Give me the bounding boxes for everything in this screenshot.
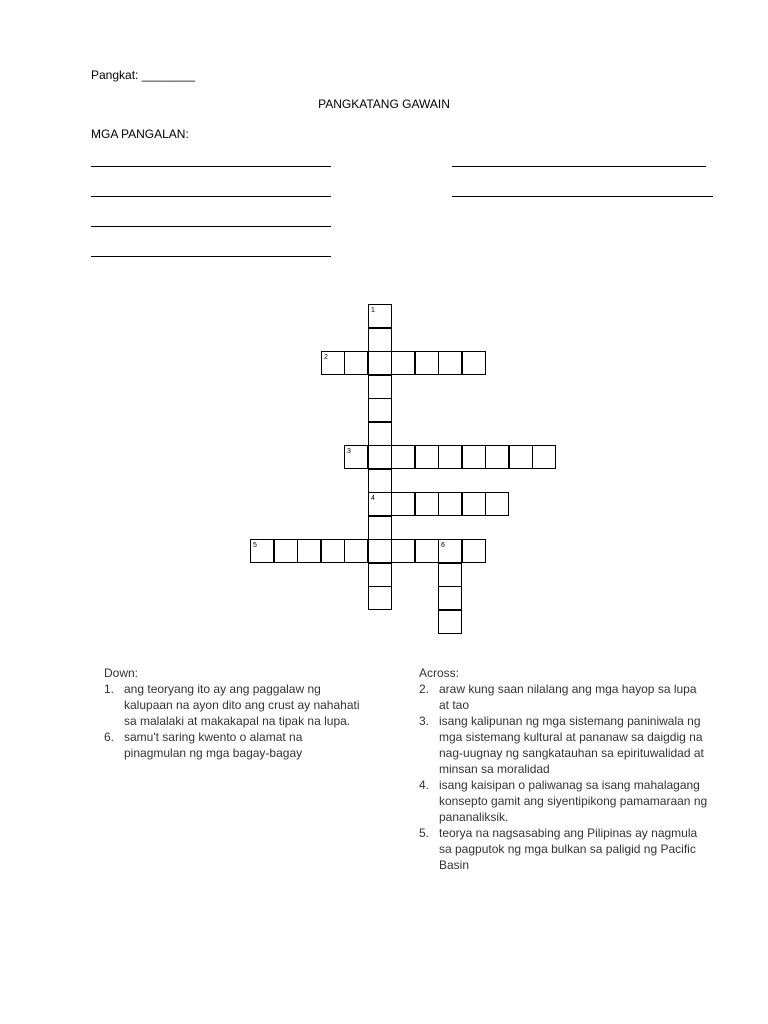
crossword-cell[interactable] xyxy=(274,539,298,563)
crossword-cell[interactable] xyxy=(368,375,392,399)
crossword-cell[interactable] xyxy=(462,539,486,563)
crossword-cell[interactable] xyxy=(415,492,439,516)
crossword-cell[interactable] xyxy=(438,563,462,587)
crossword-cell[interactable] xyxy=(368,539,392,563)
clue-number: 2 xyxy=(324,354,328,361)
crossword-cell[interactable] xyxy=(462,445,486,469)
crossword-cell[interactable] xyxy=(438,539,462,563)
clue-item: 3. isang kalipunan ng mga sistemang paniniwala ng mga sistemang kultural at pananaw sa daigdig na nag-uugnay ng sangkatauhan sa epirituwalidad at minsan sa moralidad xyxy=(419,714,704,776)
crossword-cell[interactable] xyxy=(368,563,392,587)
crossword-cell[interactable] xyxy=(368,398,392,422)
crossword-cell[interactable] xyxy=(368,304,392,328)
crossword-cell[interactable] xyxy=(485,445,509,469)
down-title: Down: xyxy=(104,666,139,680)
across-clues xyxy=(419,665,709,873)
crossword-cell[interactable] xyxy=(368,422,392,446)
clue-number: 5 xyxy=(253,542,257,549)
crossword-cell[interactable] xyxy=(438,610,462,634)
clue-item: 6. samu't saring kwento o alamat na pinagmulan ng mga bagay-bagay xyxy=(104,730,303,760)
crossword-cell[interactable] xyxy=(415,539,439,563)
crossword-cell[interactable] xyxy=(509,445,533,469)
crossword-cell[interactable] xyxy=(485,492,509,516)
crossword-cell[interactable] xyxy=(391,539,415,563)
crossword-cell[interactable] xyxy=(344,445,368,469)
crossword-cell[interactable] xyxy=(391,351,415,375)
crossword-cell[interactable] xyxy=(368,469,392,493)
crossword-cell[interactable] xyxy=(462,351,486,375)
crossword-cell[interactable] xyxy=(344,351,368,375)
across-title: Across: xyxy=(419,666,460,680)
crossword-cell[interactable] xyxy=(368,351,392,375)
clue-item: 1. ang teoryang ito ay ang paggalaw ng kalupaan na ayon dito ang crust ay nahahati sa malalaki at makakapal na tipak na lupa. xyxy=(104,682,360,728)
crossword-cell[interactable] xyxy=(391,492,415,516)
clue-item: 5. teorya na nagsasabing ang Pilipinas ay nagmula sa pagputok ng mga bulkan sa paligid ng Pacific Basin xyxy=(419,826,698,872)
crossword-cell[interactable] xyxy=(415,351,439,375)
crossword-cell[interactable] xyxy=(250,539,274,563)
crossword-cell[interactable] xyxy=(368,328,392,352)
crossword-cell[interactable] xyxy=(297,539,321,563)
crossword-cell[interactable] xyxy=(438,351,462,375)
clue-number: 3 xyxy=(347,448,351,455)
crossword-cell[interactable] xyxy=(368,516,392,540)
crossword-cell[interactable] xyxy=(368,586,392,610)
name-line[interactable] xyxy=(91,196,331,197)
crossword-cell[interactable] xyxy=(368,445,392,469)
name-line[interactable] xyxy=(452,166,706,167)
crossword-cell[interactable] xyxy=(368,492,392,516)
crossword-cell[interactable] xyxy=(321,539,345,563)
crossword-cell[interactable] xyxy=(438,492,462,516)
crossword-cell[interactable] xyxy=(532,445,556,469)
name-line[interactable] xyxy=(91,226,331,227)
clue-item: 4. isang kaisipan o paliwanag sa isang mahalagang konsepto gamit ang siyentipikong pamamaraan ng pananaliksik. xyxy=(419,778,708,824)
name-line[interactable] xyxy=(91,256,331,257)
crossword-cell[interactable] xyxy=(415,445,439,469)
name-line[interactable] xyxy=(452,196,713,197)
crossword-grid xyxy=(250,304,562,616)
page-title: PANGKATANG GAWAIN xyxy=(318,97,450,111)
down-clues xyxy=(104,665,364,761)
clue-number: 1 xyxy=(371,307,375,314)
crossword-cell[interactable] xyxy=(462,492,486,516)
clue-number: 6 xyxy=(441,542,445,549)
crossword-cell[interactable] xyxy=(391,445,415,469)
crossword-cell[interactable] xyxy=(438,586,462,610)
crossword-cell[interactable] xyxy=(321,351,345,375)
crossword-cell[interactable] xyxy=(344,539,368,563)
clue-item: 2. araw kung saan nilalang ang mga hayop sa lupa at tao xyxy=(419,682,697,712)
group-label: Pangkat: ________ xyxy=(91,68,196,82)
crossword-cell[interactable] xyxy=(438,445,462,469)
clue-number: 4 xyxy=(371,495,375,502)
name-line[interactable] xyxy=(91,166,331,167)
names-label: MGA PANGALAN: xyxy=(91,127,189,141)
